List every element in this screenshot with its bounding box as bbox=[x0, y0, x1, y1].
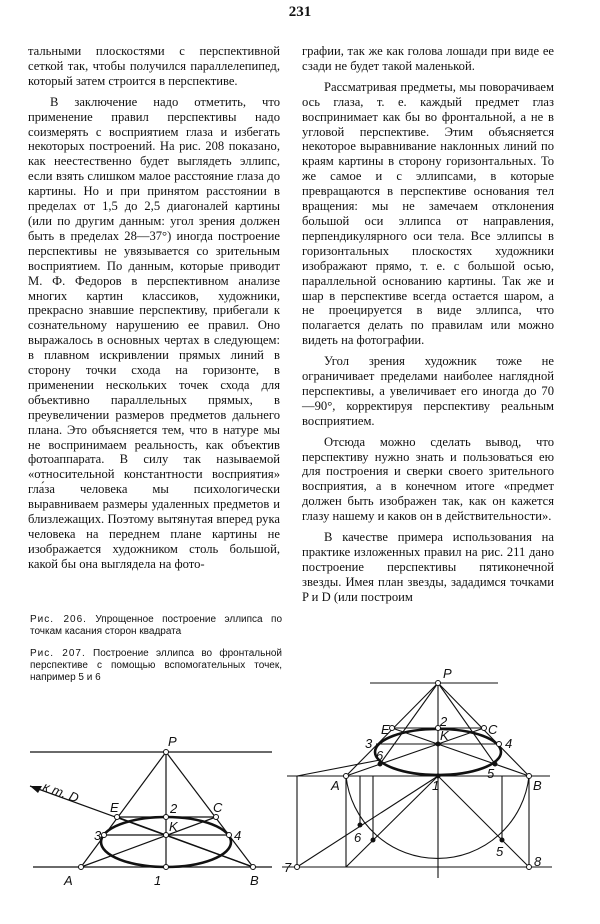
figure-207-ellipse-diagram bbox=[280, 660, 600, 924]
label-4: 4 bbox=[234, 828, 242, 843]
label-6-bottom: 6 bbox=[354, 830, 362, 845]
caption-label: Рис. 207. bbox=[30, 648, 86, 659]
label-K: K bbox=[440, 728, 449, 743]
figure-caption-207 bbox=[30, 648, 282, 684]
label-A: A bbox=[64, 873, 73, 888]
paragraph: В заключение надо отметить, что применение правил перспективы надо соизмерять с восприятием глаза и избегать некоторых построений. На рис. 208 показано, как неестественно будет выглядеть эллипс, если взять слишком малое расстояние глаза до картины. Но и при принятом расстоянии в пределах от 1,5 до 2,5 диагоналей картины (или по другим данным: угол зрения должен быть в пределах 28—37°) иногда построение перспективы не увязывается со зрительным восприятием. По данным, которые приводит М. Ф. Федоров в перспективном анализе многих картин классиков, художники, прекрасно знавшие перспективу, прибегали к сознательному нарушению ее правил. Оно выражалось в основных чертах в следующем: в плавном искривлении прямых линий в сторону точки схода на горизонте, в применении нескольких точек схода для объективно параллельных прямых, в преувеличении размеров предметов дальнего плана. Это объясняется тем, что в натуре мы не воспринимаем реальность, как объектив фотоаппарата. В силу так называемой «относительной константности восприятия» гла́за человека мы психологически выравниваем размеры удаленных предметов и близлежащих. Поэтому вытянутая вперед рука человека на переднем плане картины не изображается художником столь большой, какой бы она выглядела на фото- bbox=[28, 94, 280, 571]
label-3: 3 bbox=[365, 736, 373, 751]
label-E: E bbox=[381, 722, 390, 737]
label-A: A bbox=[331, 778, 340, 793]
label-2: 2 bbox=[440, 714, 448, 729]
label-C: C bbox=[488, 722, 498, 737]
label-3: 3 bbox=[94, 828, 102, 843]
label-E: E bbox=[110, 800, 119, 815]
left-column bbox=[28, 44, 280, 572]
paragraph: В качестве примера использования на практике изложенных правил на рис. 211 дано построение перспективы пятиконечной звезды. Имея план звезды, зададимся точками P и D (или построим bbox=[302, 530, 554, 604]
label-C: C bbox=[213, 800, 223, 815]
label-5-bottom: 5 bbox=[496, 844, 504, 859]
paragraph: Рассматривая предметы, мы поворачиваем ось глаза, т. е. каждый предмет глаз воспринимает как бы во фронтальной, а не в угловой перспективе. Этим объясняется некоторое выравнивание наклонных линий по краям картины в сторону горизонтальных. То же самое и с эллипсами, в которые превращаются в перспективе основания тел вращения: мы не замечаем отклонения большой оси эллипса от направления, перпендикулярного оси тела. Все эллипсы в горизонтальных плоскостях художники изображают прямо, т. е. с большой осью, параллельной основанию картины. Так же и шар в перспективе всегда остается шаром, а не проецируется в виде эллипса, что полагается делать по правилам или можно видеть на фотографии. bbox=[302, 79, 554, 348]
label-4: 4 bbox=[505, 736, 513, 751]
page-number: 231 bbox=[288, 4, 312, 20]
label-P: P bbox=[443, 666, 452, 681]
paragraph: Отсюда можно сделать вывод, что перспективу нужно знать и пользоваться ею для построения и сверки своего зрительного восприятия, а в конечном итоге «предмет должен быть изображен так, как он кажется глазу нашему и каков он в действительности». bbox=[302, 434, 554, 524]
paragraph: Угол зрения художник тоже не ограничивает пределами наиболее наглядной перспективы, а увеличивает его иногда до 70—90°, корректируя перспективу реальным восприятием. bbox=[302, 354, 554, 428]
figure-206-ellipse-diagram bbox=[0, 720, 290, 924]
label-P: P bbox=[168, 734, 177, 749]
figure-caption-206 bbox=[30, 614, 282, 638]
label-to-D: к т. D bbox=[40, 778, 81, 806]
label-6-top: 6 bbox=[376, 748, 384, 763]
caption-text: Упрощенное построение эллипса по точкам касания сторон квадрата bbox=[30, 614, 283, 637]
label-2: 2 bbox=[170, 801, 178, 816]
paragraph: тальными плоскостями с перспективной сеткой так, чтобы получился параллелепипед, который затем строится в перспективе. bbox=[28, 44, 280, 88]
label-B: B bbox=[533, 778, 542, 793]
label-B: B bbox=[250, 873, 259, 888]
paragraph: графии, так же как голова лошади при виде ее сзади не будет такой маленькой. bbox=[302, 44, 554, 73]
label-5-top: 5 bbox=[487, 766, 495, 781]
right-column bbox=[302, 44, 554, 605]
label-K: K bbox=[169, 819, 178, 834]
label-7: 7 bbox=[284, 860, 292, 875]
label-1: 1 bbox=[154, 873, 162, 888]
caption-label: Рис. 206. bbox=[30, 614, 87, 625]
label-1: 1 bbox=[432, 778, 440, 793]
label-8: 8 bbox=[534, 854, 542, 869]
caption-text: Построение эллипса во фронтальной перспективе с помощью вспомогательных точек, например 5 и 6 bbox=[30, 648, 282, 683]
